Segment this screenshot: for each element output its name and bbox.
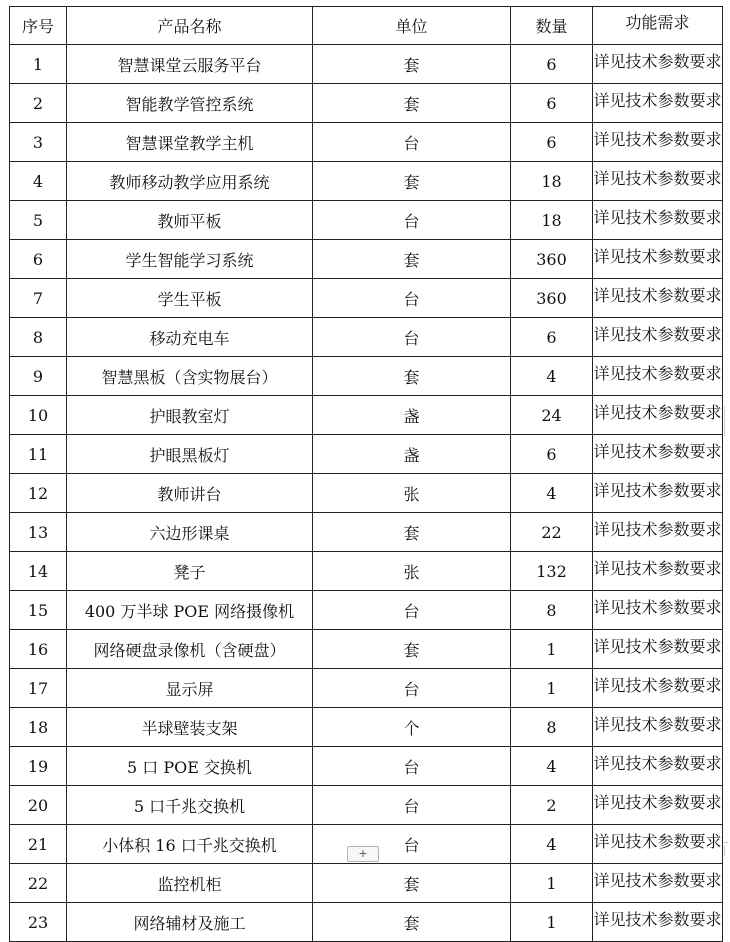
table-row — [10, 45, 723, 84]
table-row — [10, 318, 723, 357]
cell-product-name: 护眼教室灯 — [67, 396, 313, 435]
cell-requirement: 详见技术参数要求 — [593, 435, 723, 474]
cell-quantity: 360 — [511, 279, 593, 318]
cell-quantity: 1 — [511, 864, 593, 903]
cell-requirement: 详见技术参数要求 — [593, 279, 723, 318]
cell-unit: 盏 — [313, 396, 511, 435]
cell-product-name: 学生平板 — [67, 279, 313, 318]
cell-requirement: 详见技术参数要求 — [593, 903, 723, 942]
cell-quantity: 6 — [511, 123, 593, 162]
cell-serial: 16 — [10, 630, 67, 669]
header-requirement: 功能需求 — [593, 7, 723, 45]
table-row — [10, 591, 723, 630]
cell-serial: 13 — [10, 513, 67, 552]
product-table — [9, 6, 723, 942]
cell-product-name: 5 口千兆交换机 — [67, 786, 313, 825]
table-row — [10, 201, 723, 240]
table-row — [10, 864, 723, 903]
cell-serial: 10 — [10, 396, 67, 435]
cell-serial: 21 — [10, 825, 67, 864]
cell-product-name: 智慧课堂云服务平台 — [67, 45, 313, 84]
cell-unit: 台 — [313, 201, 511, 240]
cell-requirement: 详见技术参数要求 — [593, 474, 723, 513]
cell-quantity: 8 — [511, 591, 593, 630]
cell-product-name: 显示屏 — [67, 669, 313, 708]
table-row — [10, 708, 723, 747]
cell-requirement: 详见技术参数要求 — [593, 513, 723, 552]
table-row — [10, 513, 723, 552]
cell-requirement: 详见技术参数要求 — [593, 357, 723, 396]
cell-serial: 1 — [10, 45, 67, 84]
header-serial: 序号 — [10, 7, 67, 45]
cell-quantity: 4 — [511, 747, 593, 786]
cell-requirement: 详见技术参数要求 — [593, 708, 723, 747]
cell-product-name: 网络硬盘录像机（含硬盘） — [67, 630, 313, 669]
cell-quantity: 1 — [511, 630, 593, 669]
cell-unit: 套 — [313, 45, 511, 84]
cell-serial: 18 — [10, 708, 67, 747]
cell-product-name: 教师平板 — [67, 201, 313, 240]
cell-unit: 台 — [313, 279, 511, 318]
cell-serial: 8 — [10, 318, 67, 357]
cell-requirement: 详见技术参数要求 — [593, 201, 723, 240]
cell-product-name: 监控机柜 — [67, 864, 313, 903]
cell-requirement: 详见技术参数要求 — [593, 240, 723, 279]
cell-quantity: 4 — [511, 825, 593, 864]
cell-requirement: 详见技术参数要求 — [593, 786, 723, 825]
table-row — [10, 903, 723, 942]
cell-serial: 4 — [10, 162, 67, 201]
cell-quantity: 132 — [511, 552, 593, 591]
add-row-button[interactable]: + — [347, 846, 379, 862]
cell-unit: 台 — [313, 591, 511, 630]
table-corner-handle[interactable] — [724, 846, 729, 856]
cell-quantity: 22 — [511, 513, 593, 552]
table-row — [10, 747, 723, 786]
cell-product-name: 移动充电车 — [67, 318, 313, 357]
cell-quantity: 1 — [511, 903, 593, 942]
cell-quantity: 6 — [511, 84, 593, 123]
cell-requirement: 详见技术参数要求 — [593, 747, 723, 786]
cell-unit: 张 — [313, 552, 511, 591]
cell-unit: 套 — [313, 84, 511, 123]
cell-product-name: 智能教学管控系统 — [67, 84, 313, 123]
header-product-name: 产品名称 — [67, 7, 313, 45]
cell-serial: 15 — [10, 591, 67, 630]
table-row — [10, 123, 723, 162]
table-row — [10, 474, 723, 513]
cell-product-name: 护眼黑板灯 — [67, 435, 313, 474]
cell-serial: 22 — [10, 864, 67, 903]
cell-unit: 台 — [313, 825, 511, 864]
table-row — [10, 396, 723, 435]
cell-requirement: 详见技术参数要求 — [593, 123, 723, 162]
table-row — [10, 630, 723, 669]
cell-serial: 2 — [10, 84, 67, 123]
cell-requirement: 详见技术参数要求 — [593, 669, 723, 708]
corner-mark — [724, 842, 728, 843]
cell-quantity: 360 — [511, 240, 593, 279]
cell-unit: 套 — [313, 513, 511, 552]
cell-product-name: 凳子 — [67, 552, 313, 591]
table-body — [10, 45, 723, 942]
cell-quantity: 6 — [511, 318, 593, 357]
header-unit: 单位 — [313, 7, 511, 45]
cell-product-name: 400 万半球 POE 网络摄像机 — [67, 591, 313, 630]
cell-unit: 套 — [313, 357, 511, 396]
cell-unit: 个 — [313, 708, 511, 747]
cell-quantity: 6 — [511, 45, 593, 84]
table-resize-handle[interactable] — [724, 406, 729, 436]
cell-quantity: 18 — [511, 162, 593, 201]
table-row — [10, 240, 723, 279]
table-row — [10, 552, 723, 591]
cell-product-name: 网络辅材及施工 — [67, 903, 313, 942]
cell-quantity: 8 — [511, 708, 593, 747]
cell-requirement: 详见技术参数要求 — [593, 162, 723, 201]
header-quantity: 数量 — [511, 7, 593, 45]
cell-unit: 台 — [313, 123, 511, 162]
cell-unit: 张 — [313, 474, 511, 513]
cell-serial: 19 — [10, 747, 67, 786]
cell-requirement: 详见技术参数要求 — [593, 45, 723, 84]
cell-serial: 14 — [10, 552, 67, 591]
cell-product-name: 智慧黑板（含实物展台） — [67, 357, 313, 396]
cell-serial: 11 — [10, 435, 67, 474]
table-row — [10, 357, 723, 396]
cell-serial: 17 — [10, 669, 67, 708]
cell-requirement: 详见技术参数要求 — [593, 825, 723, 864]
cell-product-name: 小体积 16 口千兆交换机 — [67, 825, 313, 864]
table-row — [10, 786, 723, 825]
cell-quantity: 2 — [511, 786, 593, 825]
cell-product-name: 教师讲台 — [67, 474, 313, 513]
cell-quantity: 24 — [511, 396, 593, 435]
cell-product-name: 六边形课桌 — [67, 513, 313, 552]
cell-quantity: 4 — [511, 474, 593, 513]
cell-requirement: 详见技术参数要求 — [593, 84, 723, 123]
cell-product-name: 5 口 POE 交换机 — [67, 747, 313, 786]
cell-quantity: 6 — [511, 435, 593, 474]
table-row — [10, 279, 723, 318]
cell-unit: 套 — [313, 240, 511, 279]
cell-requirement: 详见技术参数要求 — [593, 318, 723, 357]
table-row — [10, 84, 723, 123]
table-row — [10, 435, 723, 474]
table-row — [10, 669, 723, 708]
cell-requirement: 详见技术参数要求 — [593, 630, 723, 669]
cell-serial: 23 — [10, 903, 67, 942]
cell-serial: 12 — [10, 474, 67, 513]
cell-product-name: 教师移动教学应用系统 — [67, 162, 313, 201]
cell-unit: 套 — [313, 162, 511, 201]
cell-requirement: 详见技术参数要求 — [593, 864, 723, 903]
cell-serial: 6 — [10, 240, 67, 279]
cell-product-name: 智慧课堂教学主机 — [67, 123, 313, 162]
cell-unit: 套 — [313, 903, 511, 942]
cell-requirement: 详见技术参数要求 — [593, 591, 723, 630]
cell-serial: 20 — [10, 786, 67, 825]
cell-quantity: 4 — [511, 357, 593, 396]
cell-unit: 台 — [313, 318, 511, 357]
cell-unit: 台 — [313, 669, 511, 708]
cell-requirement: 详见技术参数要求 — [593, 396, 723, 435]
table-row — [10, 162, 723, 201]
cell-serial: 5 — [10, 201, 67, 240]
cell-product-name: 半球壁装支架 — [67, 708, 313, 747]
cell-product-name: 学生智能学习系统 — [67, 240, 313, 279]
cell-requirement: 详见技术参数要求 — [593, 552, 723, 591]
cell-serial: 9 — [10, 357, 67, 396]
cell-unit: 套 — [313, 630, 511, 669]
cell-unit: 盏 — [313, 435, 511, 474]
cell-unit: 套 — [313, 864, 511, 903]
table-header-row — [10, 7, 723, 45]
cell-unit: 台 — [313, 747, 511, 786]
cell-serial: 7 — [10, 279, 67, 318]
cell-unit: 台 — [313, 786, 511, 825]
cell-quantity: 1 — [511, 669, 593, 708]
cell-quantity: 18 — [511, 201, 593, 240]
cell-serial: 3 — [10, 123, 67, 162]
